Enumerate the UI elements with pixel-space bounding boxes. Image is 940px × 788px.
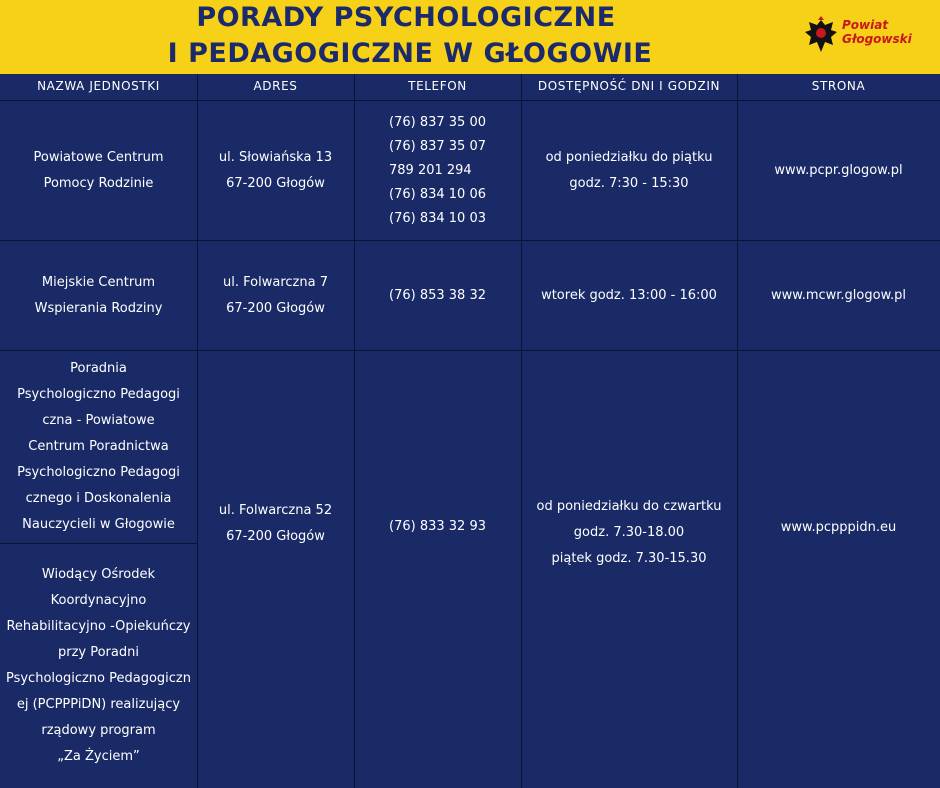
table-row-2-name xyxy=(0,241,197,350)
phone-number[interactable]: 789 201 294 xyxy=(389,162,472,178)
table-row-1-website xyxy=(737,101,940,240)
name-line: „Za Życiem” xyxy=(57,749,140,764)
name-line: Koordynacyjno xyxy=(50,593,147,608)
phone-number[interactable]: (76) 837 35 00 xyxy=(389,114,486,130)
page-title-line-1: PORADY PSYCHOLOGICZNE xyxy=(196,2,616,33)
website-link[interactable]: www.mcwr.glogow.pl xyxy=(770,287,907,303)
name-line: przy Poradni xyxy=(57,645,139,660)
hours-line: od poniedziałku do czwartku xyxy=(536,499,722,514)
header-banner xyxy=(0,0,940,74)
phone-number[interactable]: (76) 853 38 32 xyxy=(389,287,486,303)
address-line: 67-200 Głogów xyxy=(226,529,325,544)
hours-line: od poniedziałku do piątku xyxy=(545,149,713,165)
table-row-3-hours xyxy=(521,351,737,715)
phone-number[interactable]: (76) 837 35 07 xyxy=(389,138,486,154)
hours-line: godz. 7.30-18.00 xyxy=(573,525,685,540)
powiat-logo xyxy=(804,16,934,58)
name-line: Wspierania Rodziny xyxy=(34,300,163,316)
name-line: Wiodący Ośrodek xyxy=(41,567,156,582)
table-row-2-hours xyxy=(521,241,737,350)
name-line: Psychologiczno Pedagogi xyxy=(17,465,180,480)
address-line: ul. Słowiańska 13 xyxy=(218,149,333,165)
contact-table xyxy=(0,74,940,788)
name-line: Poradnia xyxy=(70,361,127,376)
name-line: Powiatowe Centrum xyxy=(33,149,164,165)
eagle-crest-icon xyxy=(804,16,838,56)
name-line: cznego i Doskonalenia xyxy=(25,491,172,506)
hours-line: wtorek godz. 13:00 - 16:00 xyxy=(541,287,717,303)
name-line: ej (PCPPPiDN) realizujący xyxy=(16,697,181,712)
address-line: 67-200 Głogów xyxy=(226,300,325,316)
name-line: Pomocy Rodzinie xyxy=(43,175,154,191)
name-line: czna - Powiatowe xyxy=(42,413,155,428)
hours-line: piątek godz. 7.30-15.30 xyxy=(551,551,707,566)
name-line: Psychologiczno Pedagogi xyxy=(17,387,180,402)
table-row-3-name-b xyxy=(0,544,197,788)
website-link[interactable]: www.pcpppidn.eu xyxy=(780,520,897,535)
column-header-availability: DOSTĘPNOŚĆ DNI I GODZIN xyxy=(537,79,721,93)
name-line: Miejskie Centrum xyxy=(41,274,156,290)
table-row-1-name xyxy=(0,101,197,240)
column-header-phone: TELEFON xyxy=(408,79,467,93)
column-header-address: ADRES xyxy=(253,79,298,93)
table-row-1-hours xyxy=(521,101,737,240)
table-row-1-address xyxy=(197,101,354,240)
phone-number[interactable]: (76) 834 10 06 xyxy=(389,186,486,202)
address-line: 67-200 Głogów xyxy=(226,175,325,191)
table-row-3-name-a xyxy=(0,351,197,543)
column-header-name: NAZWA JEDNOSTKI xyxy=(37,79,160,93)
table-row-3-phones xyxy=(354,351,521,703)
website-link[interactable]: www.pcpr.glogow.pl xyxy=(774,162,903,178)
table-row-1-phones xyxy=(354,101,521,240)
table-row-2-website xyxy=(737,241,940,350)
name-line: Rehabilitacyjno -Opiekuńczy xyxy=(6,619,191,634)
address-line: ul. Folwarczna 52 xyxy=(218,503,333,518)
column-header-website: STRONA xyxy=(811,79,866,93)
table-row-2-phones xyxy=(354,241,521,350)
hours-line: godz. 7:30 - 15:30 xyxy=(569,175,689,191)
name-line: Nauczycieli w Głogowie xyxy=(22,517,175,532)
phone-number[interactable]: (76) 833 32 93 xyxy=(389,519,486,534)
name-line: Psychologiczno Pedagogiczn xyxy=(5,671,191,686)
name-line: rządowy program xyxy=(41,723,156,738)
table-row-2-address xyxy=(197,241,354,350)
name-line: Centrum Poradnictwa xyxy=(28,439,169,454)
page-title-line-2: I PEDAGOGICZNE W GŁOGOWIE xyxy=(167,38,653,69)
address-line: ul. Folwarczna 7 xyxy=(223,274,328,290)
logo-text-line-2: Głogowski xyxy=(842,32,912,46)
phone-number[interactable]: (76) 834 10 03 xyxy=(389,210,486,226)
table-row-3-address xyxy=(197,351,354,697)
table-row-3-website xyxy=(737,351,940,705)
logo-text-line-1: Powiat xyxy=(842,18,889,32)
